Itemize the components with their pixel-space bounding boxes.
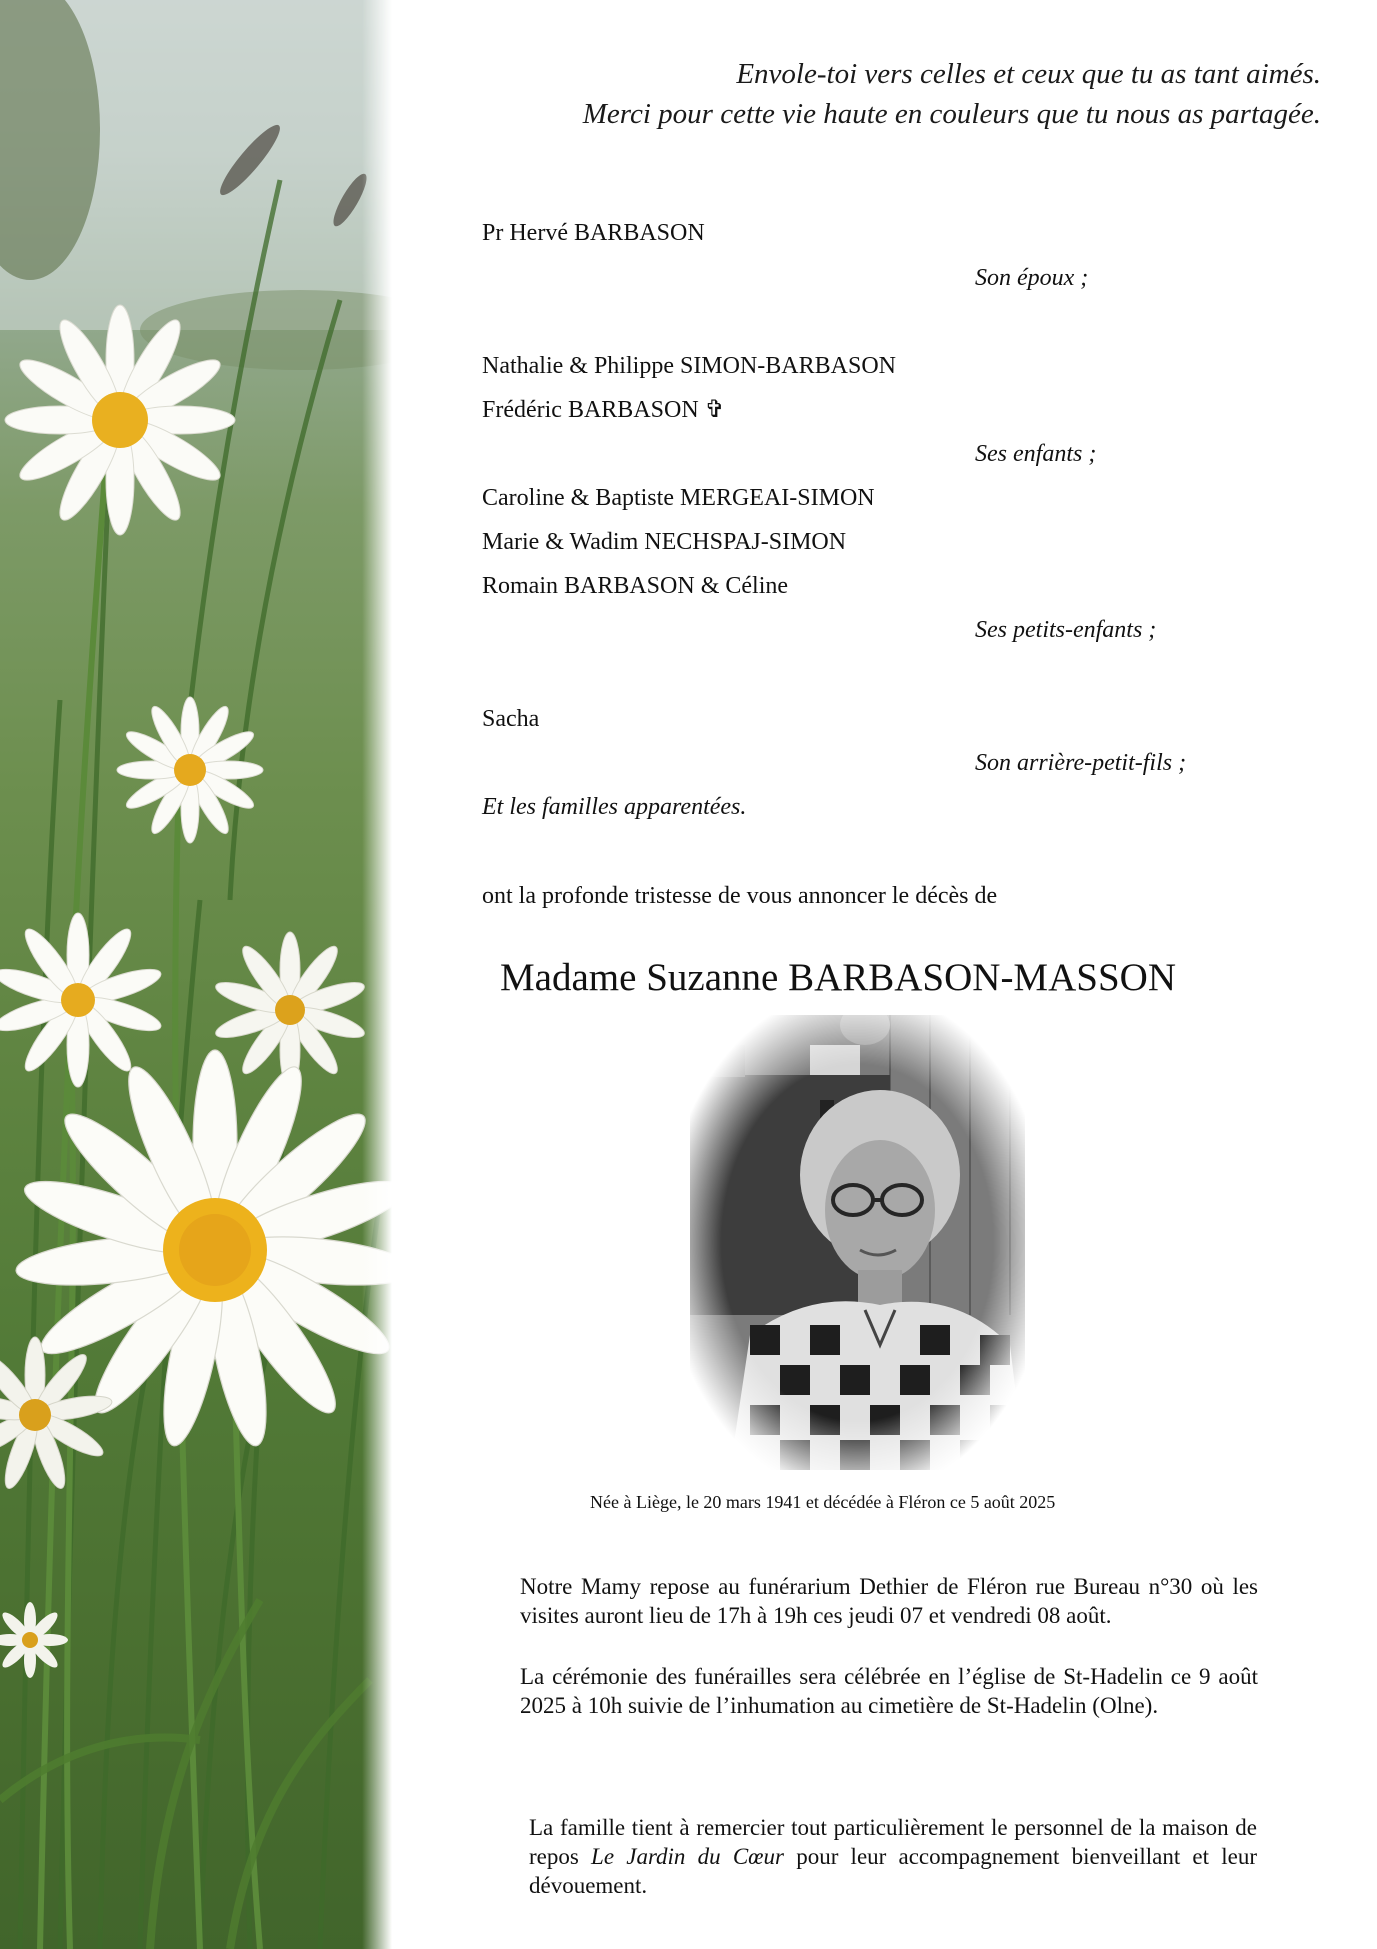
epigraph-line-2: Merci pour cette vie haute en couleurs que tu nous as partagée.: [582, 98, 1321, 130]
spouse-name: Pr Hervé BARBASON: [482, 220, 705, 246]
grandchild-name-1: Caroline & Baptiste MERGEAI-SIMON: [482, 485, 875, 511]
thanks-text-end: pour leur accompagnement bienveillant et leur dévouement.: [529, 1844, 1257, 1898]
related-families: Et les familles apparentées.: [482, 794, 747, 820]
grandchild-name-3: Romain BARBASON & Céline: [482, 573, 789, 599]
thanks-text-start: La famille tient à remercier tout particulièrement le personnel de la maison de repos: [529, 1815, 1257, 1869]
child-name-1: Nathalie & Philippe SIMON-BARBASON: [482, 353, 896, 379]
announcement-text: ont la profonde tristesse de vous annoncer le décès de: [482, 883, 998, 909]
daisy-meadow-image: [0, 0, 392, 1949]
birth-death-dates: Née à Liège, le 20 mars 1941 et décédée à Fléron ce 5 août 2025: [590, 1492, 1056, 1512]
grandchildren-relation: Ses petits-enfants ;: [975, 617, 1157, 643]
great-grandchild-name: Sacha: [482, 706, 540, 732]
epigraph: [583, 54, 1321, 134]
thanks-paragraph: [529, 1813, 1257, 1900]
ceremony-paragraph: La cérémonie des funérailles sera célébrée en l’église de St-Hadelin ce 9 août 2025 à 10h suivie de l’inhumation au cimetière de St-Hadelin (Olne).: [520, 1664, 1258, 1718]
deceased-name: Madame Suzanne BARBASON-MASSON: [500, 956, 1176, 999]
grandchild-name-2: Marie & Wadim NECHSPAJ-SIMON: [482, 529, 847, 555]
care-home-name: Le Jardin du Cœur: [591, 1844, 784, 1869]
great-grandchild-relation: Son arrière-petit-fils ;: [975, 750, 1187, 776]
portrait-photo: [690, 1015, 1025, 1470]
visitation-paragraph: Notre Mamy repose au funérarium Dethier de Fléron rue Bureau n°30 où les visites auront lieu de 17h à 19h ces jeudi 07 et vendredi 08 août.: [520, 1574, 1258, 1628]
child-name-2: Frédéric BARBASON ✞: [482, 397, 725, 423]
children-relation: Ses enfants ;: [975, 441, 1097, 467]
epigraph-line-1: Envole-toi vers celles et ceux que tu as tant aimés.: [736, 58, 1321, 90]
spouse-relation: Son époux ;: [975, 265, 1089, 291]
